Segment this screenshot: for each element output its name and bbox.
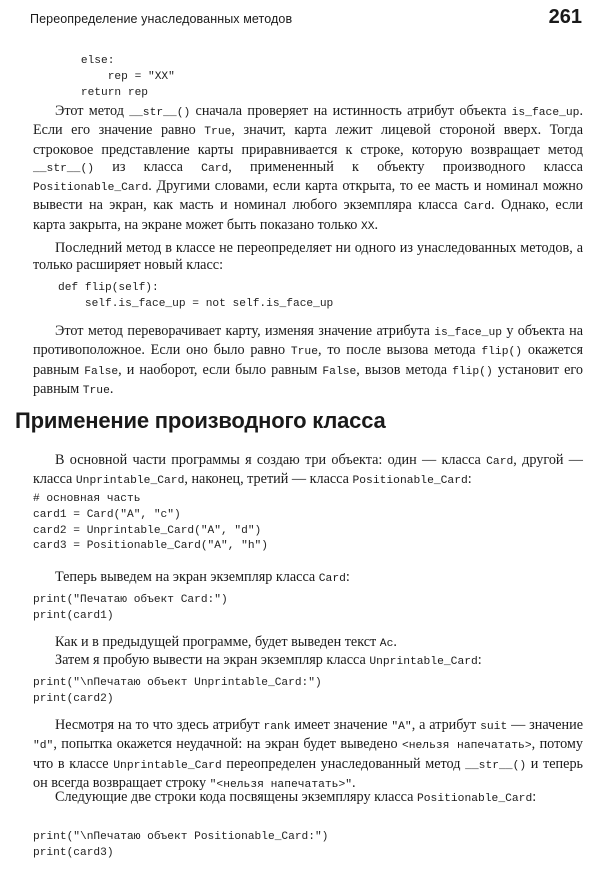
inline-code: Unprintable_Card bbox=[369, 656, 478, 668]
text-run: , а атрибут bbox=[411, 717, 481, 733]
text-run: : bbox=[477, 652, 482, 668]
text-run: , то после вызова метода bbox=[318, 342, 482, 359]
paragraph-last-method: Последний метод в классе не переопределяет ни одного из унаследованных методов, а только расширяет новый класс: bbox=[33, 240, 583, 274]
paragraph-unprintable-explanation bbox=[33, 717, 583, 794]
text-run: : bbox=[532, 789, 537, 805]
inline-code: True bbox=[290, 346, 318, 359]
inline-code: __str__() bbox=[129, 107, 191, 119]
code-block-print-card2: print("\nПечатаю объект Unprintable_Card:") print(card2) bbox=[33, 677, 322, 705]
inline-code: Positionable_Card bbox=[416, 793, 533, 805]
inline-code: flip() bbox=[481, 346, 523, 359]
code-block-flip: def flip(self): self.is_face_up = not self.is_face_up bbox=[58, 282, 334, 310]
text-run: . Однако, если карта закрыта, на экране может быть показано только bbox=[33, 197, 583, 233]
paragraph-flip-description bbox=[33, 323, 583, 400]
inline-code: True bbox=[82, 384, 110, 397]
text-run: и теперь он всегда возвращает строку bbox=[33, 755, 584, 791]
inline-code: suit bbox=[480, 721, 508, 733]
text-run: . bbox=[352, 774, 356, 791]
paragraph-positionable bbox=[33, 789, 583, 808]
text-run: — значение bbox=[507, 717, 583, 733]
paragraph-output-ac bbox=[33, 634, 583, 653]
inline-code: <нельзя напечатать> bbox=[401, 740, 532, 753]
code-block-print-card3: print("\nПечатаю объект Positionable_Card:") print(card3) bbox=[33, 831, 329, 859]
text-run: установит его равным bbox=[33, 361, 583, 397]
text-run: , попытка окажется неудачной: на экран будет выведено bbox=[53, 736, 402, 753]
text-run: Затем я пробую вывести на экран экземпляр класса bbox=[55, 652, 370, 668]
inline-code: __str__() bbox=[465, 759, 527, 772]
text-run: , примененный к объекту производного класса bbox=[228, 158, 583, 175]
text-run: из класса bbox=[94, 158, 202, 175]
inline-code: Card bbox=[486, 456, 514, 468]
inline-code: __str__() bbox=[33, 162, 95, 175]
inline-code: Unprintable_Card bbox=[113, 759, 222, 772]
text-run: окажется равным bbox=[33, 342, 583, 378]
text-run: переопределен унаследованный метод bbox=[221, 755, 466, 772]
inline-code: Card bbox=[463, 201, 492, 214]
inline-code: flip() bbox=[452, 365, 493, 378]
text-run: . bbox=[374, 216, 379, 233]
text-run: . Другими словами, если карта открыта, то ее масть и номинал можно вывести на экран, как масть и номинал любого экземпляра класса bbox=[33, 178, 583, 214]
paragraph-str-method bbox=[33, 103, 583, 236]
inline-code: True bbox=[204, 126, 232, 139]
text-run: , потому что в классе bbox=[33, 736, 583, 772]
text-run: сначала проверяет на истинность атрибут объекта bbox=[190, 103, 512, 119]
text-run: Несмотря на то что здесь атрибут bbox=[55, 717, 264, 733]
text-run: . Если его значение равно bbox=[33, 103, 583, 139]
page-number: 261 bbox=[548, 6, 582, 28]
text-run: , другой — класса bbox=[33, 452, 583, 488]
text-run: имеет значение bbox=[290, 717, 392, 733]
text-run: Теперь выведем на экран экземпляр класса bbox=[55, 569, 319, 585]
inline-code: is_face_up bbox=[511, 107, 580, 119]
code-block-else: else: rep = "XX" return rep bbox=[80, 55, 175, 99]
section-heading: Применение производного класса bbox=[15, 408, 386, 433]
text-run: . bbox=[393, 634, 397, 650]
inline-code: Card bbox=[201, 162, 229, 175]
inline-code: False bbox=[84, 365, 119, 378]
inline-code: "d" bbox=[33, 740, 54, 753]
running-header-title: Переопределение унаследованных методов bbox=[30, 12, 293, 26]
code-block-print-card1: print("Печатаю объект Card:") print(card1) bbox=[33, 594, 228, 622]
inline-code: Positionable_Card bbox=[352, 475, 468, 488]
text-run: , и наоборот, если было равным bbox=[118, 361, 323, 378]
inline-code: Ac bbox=[379, 638, 394, 650]
code-block-main-part: # основная часть card1 = Card("A", "c") card2 = Unprintable_Card("A", "d") card3 = Positionable_Card("A", "h") bbox=[33, 493, 268, 553]
text-run: , значит, карта лежит лицевой стороной вверх. Тогда строковое представление карты приравнивается к строке, которую возвращает метод bbox=[33, 122, 583, 158]
inline-code: False bbox=[322, 365, 357, 378]
text-run: : bbox=[345, 569, 350, 585]
paragraph-unprintable bbox=[33, 652, 583, 671]
inline-code: rank bbox=[263, 721, 291, 733]
text-run: , вызов метода bbox=[356, 361, 453, 378]
inline-code: Card bbox=[318, 573, 346, 585]
paragraph-print-card bbox=[33, 569, 583, 588]
text-run: : bbox=[467, 471, 472, 488]
text-run: Этот метод переворачивает карту, изменяя значение атрибута bbox=[55, 323, 435, 339]
inline-code: Unprintable_Card bbox=[75, 475, 185, 488]
inline-code: XX bbox=[360, 220, 375, 233]
text-run: В основной части программы я создаю три объекта: один — класса bbox=[55, 452, 487, 468]
inline-code: "A" bbox=[391, 721, 412, 733]
inline-code: is_face_up bbox=[434, 327, 503, 339]
text-run: , наконец, третий — класса bbox=[184, 471, 353, 488]
paragraph-main-part bbox=[33, 452, 583, 491]
text-run: Следующие две строки кода посвящены экземпляру класса bbox=[55, 789, 417, 805]
text-run: Как и в предыдущей программе, будет выведен текст bbox=[55, 634, 380, 650]
text-run: Этот метод bbox=[55, 103, 130, 119]
text-run: . bbox=[109, 380, 114, 397]
inline-code: "<нельзя напечатать>" bbox=[209, 778, 353, 791]
inline-code: Positionable_Card bbox=[33, 182, 149, 195]
text-run: у объекта на противоположное. Если оно было равно bbox=[33, 323, 583, 359]
